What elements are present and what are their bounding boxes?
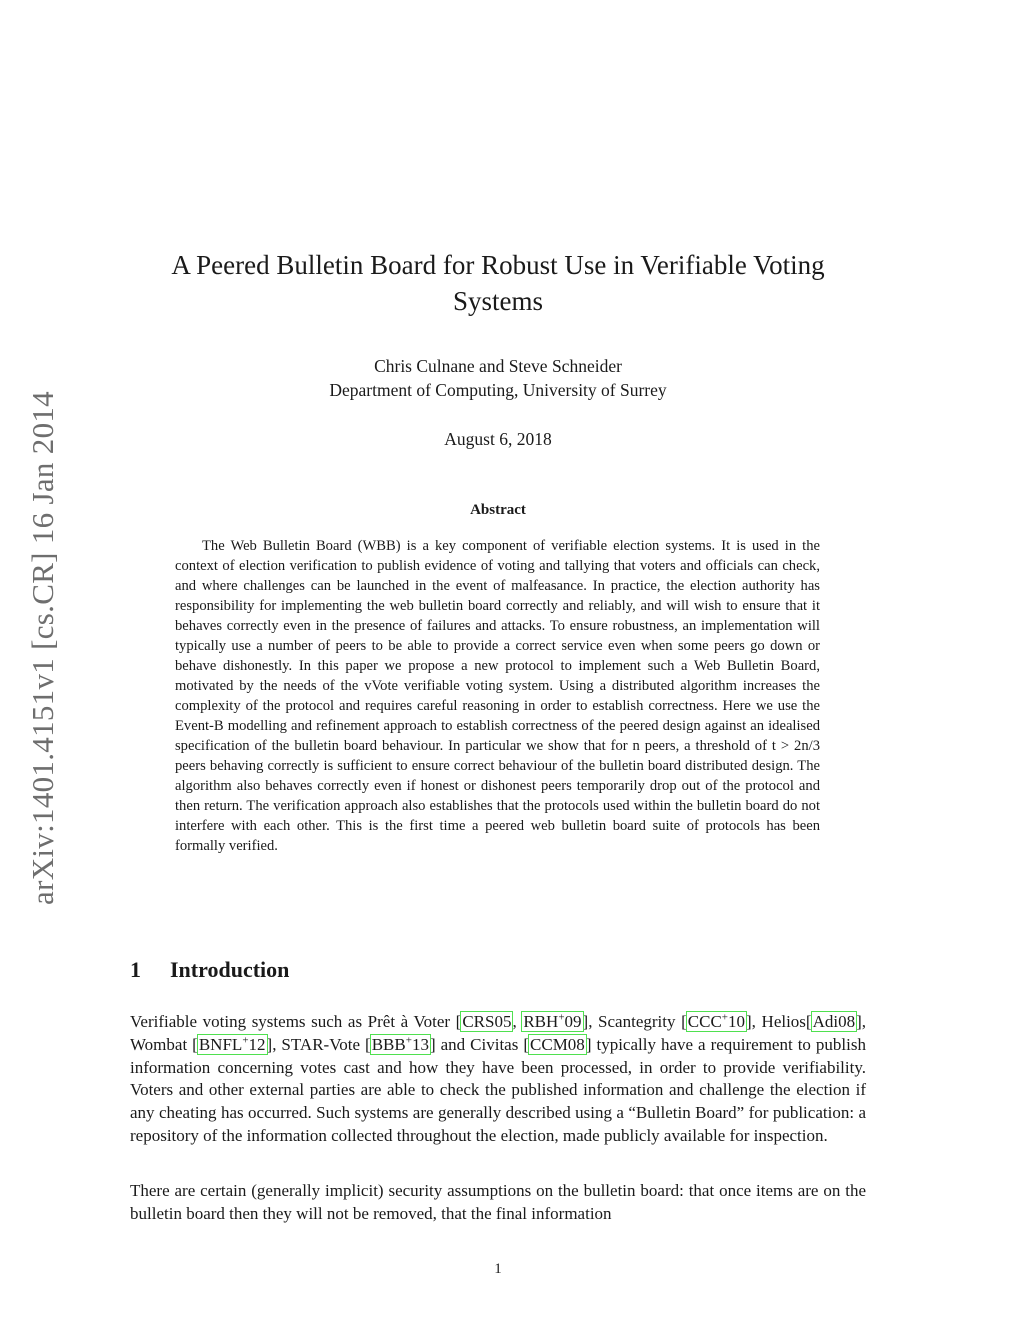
page-number: 1 [494, 1261, 502, 1277]
paper-date: August 6, 2018 [444, 429, 552, 449]
citation-link[interactable]: Adi08 [812, 1012, 856, 1031]
citation-link[interactable]: BBB+13 [371, 1034, 429, 1054]
paper-title: A Peered Bulletin Board for Robust Use in Verifiable Voting Systems [171, 250, 825, 316]
citation-link[interactable]: BNFL+12 [198, 1034, 266, 1054]
citation-link[interactable]: CCC+10 [687, 1011, 746, 1031]
intro-paragraph-2: There are certain (generally implicit) security assumptions on the bulletin board: that once items are on the bulletin board then they will not be removed, that the final information [130, 1181, 866, 1223]
citation-link[interactable]: CCM08 [530, 1034, 585, 1054]
author-affiliation: Department of Computing, University of Surrey [329, 380, 667, 400]
author-block [130, 354, 866, 402]
abstract-heading: Abstract [470, 502, 526, 518]
section-title: Introduction [170, 957, 290, 982]
intro-paragraph-1: Verifiable voting systems such as Prêt à Voter [CRS05, RBH+09], Scantegrity [CCC+10], Helios[Adi08], Wombat [BNFL+12], STAR-Vote [BBB+13] and Civitas [CCM08] typically have a requirement to publish information concerning votes cast and how they have been processed, in order to provide verifiability. Voters and other external parties are able to check the published information and challenge the election if any cheating has occurred. Such systems are generally described using a “Bulletin Board” for publication: a repository of the information collected throughout the election, made publicly available for inspection. [130, 1011, 867, 1145]
section-heading [130, 956, 289, 984]
abstract-body: The Web Bulletin Board (WBB) is a key component of verifiable election systems. It is used in the context of election verification to publish evidence of voting and tallying that voters and officials can check, and where challenges can be launched in the event of malfeasance. In practice, the election authority has responsibility for implementing the web bulletin board correctly and reliably, and will wish to ensure that it behaves correctly even in the presence of failures and attacks. To ensure robustness, an implementation will typically use a number of peers to be able to provide a correct service even when some peers go down or behave dishonestly. In this paper we propose a new protocol to implement such a Web Bulletin Board, motivated by the needs of the vVote verifiable voting system. Using a distributed algorithm increases the complexity of the protocol and requires careful reasoning in order to establish correctness. Here we use the Event-B modelling and refinement approach to establish correctness of the peered design against an idealised specification of the bulletin board behaviour. In particular we show that for n peers, a threshold of t > 2n/3 peers behaving correctly is sufficient to ensure correct behaviour of the bulletin board distributed design. The algorithm also behaves correctly even if honest or dishonest peers temporarily drop out of the protocol and then return. The verification approach also establishes that the protocols used within the bulletin board do not interfere with each other. This is the first time a peered web bulletin board suite of protocols has been formally verified. [175, 538, 820, 854]
author-names: Chris Culnane and Steve Schneider [374, 356, 622, 376]
arxiv-identifier-stamp: arXiv:1401.4151v1 [cs.CR] 16 Jan 2014 [25, 391, 60, 905]
citation-link[interactable]: RBH+09 [523, 1011, 582, 1031]
section-number: 1 [130, 957, 141, 982]
citation-link[interactable]: CRS05 [462, 1012, 512, 1031]
